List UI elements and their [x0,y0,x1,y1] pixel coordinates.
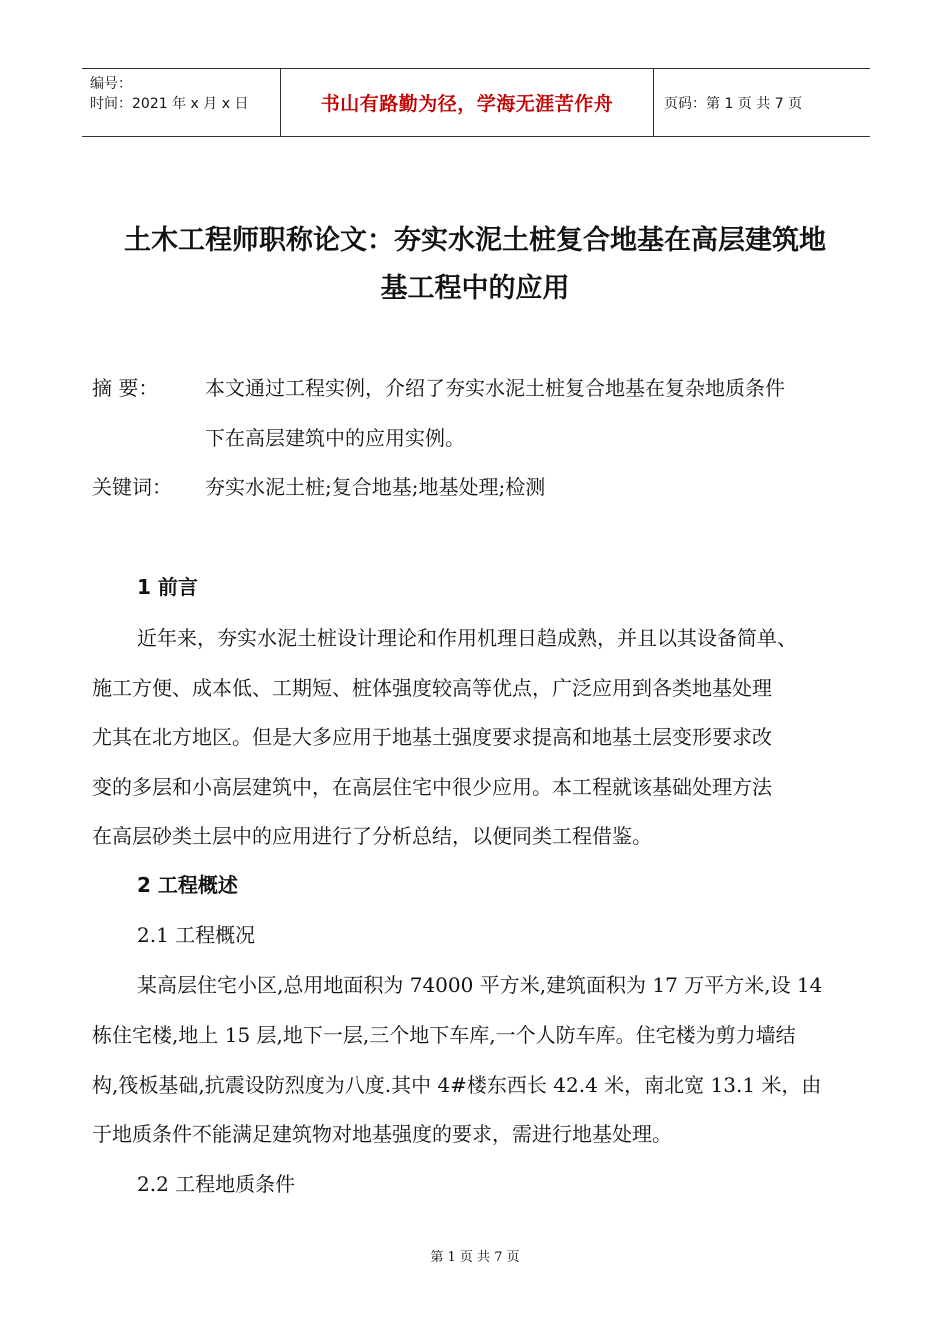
header-meta-cell [82,69,281,136]
section-1-line: 近年来，夯实水泥土桩设计理论和作用机理日趋成熟，并且以其设备简单、 [137,626,797,650]
section-1-line: 施工方便、成本低、工期短、桩体强度较高等优点，广泛应用到各类地基处理 [92,676,772,700]
header-table [82,68,870,137]
keywords-label: 关键词： [92,475,172,499]
abstract-line-1: 本文通过工程实例，介绍了夯实水泥土桩复合地基在复杂地质条件 [205,376,785,400]
document-number-label: 编号： [90,76,132,92]
document-date: 时间：2021 年 x 月 x 日 [90,96,249,112]
section-2-line: 构,筏板基础,抗震设防烈度为八度.其中 4#楼东西长 42.4 米，南北宽 13.1 米，由 [92,1073,822,1097]
section-2-line: 栋住宅楼,地上 15 层,地下一层,三个地下车库,一个人防车库。住宅楼为剪力墙结 [92,1023,796,1047]
keywords-text: 夯实水泥土桩;复合地基;地基处理;检测 [205,475,546,499]
header-motto-cell [281,69,654,136]
header-motto: 书山有路勤为径，学海无涯苦作舟 [320,93,614,115]
page-footer: 第 1 页 共 7 页 [430,1250,520,1265]
header-page-cell [654,69,870,136]
paper-title-line-1: 土木工程师职称论文：夯实水泥土桩复合地基在高层建筑地 [124,225,826,256]
abstract-label: 摘 要： [92,376,159,400]
abstract-line-2: 下在高层建筑中的应用实例。 [205,426,465,450]
paper-title-line-2: 基工程中的应用 [380,273,570,304]
section-2-line: 某高层住宅小区,总用地面积为 74000 平方米,建筑面积为 17 万平方米,设 14 [137,973,823,997]
section-2-1-heading: 2.1 工程概况 [137,923,256,947]
section-2-heading: 2 工程概述 [137,873,238,897]
section-1-line: 在高层砂类土层中的应用进行了分析总结，以便同类工程借鉴。 [92,824,652,848]
section-1-heading: 1 前言 [137,575,198,599]
section-1-line: 变的多层和小高层建筑中，在高层住宅中很少应用。本工程就该基础处理方法 [92,775,772,799]
section-2-line: 于地质条件不能满足建筑物对地基强度的要求，需进行地基处理。 [92,1122,672,1146]
section-2-2-heading: 2.2 工程地质条件 [137,1172,296,1196]
section-1-line: 尤其在北方地区。但是大多应用于地基土强度要求提高和地基土层变形要求改 [92,725,772,749]
header-page-info: 页码：第 1 页 共 7 页 [664,95,803,112]
